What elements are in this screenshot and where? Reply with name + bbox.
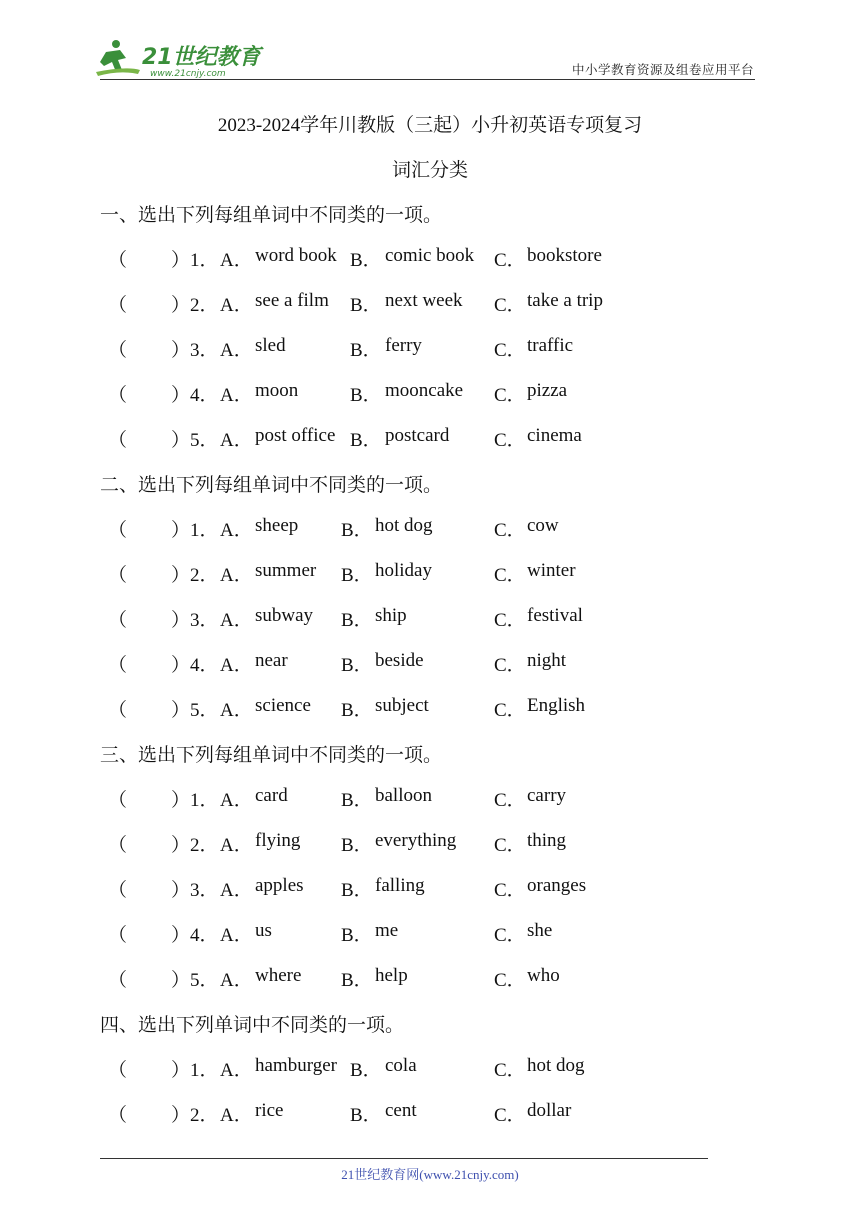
question-row bbox=[0, 425, 860, 451]
option-c-text: who bbox=[527, 965, 560, 986]
question-row bbox=[0, 605, 860, 631]
option-b-text: next week bbox=[385, 290, 463, 311]
answer-blank[interactable]: （ bbox=[108, 880, 128, 901]
question-row bbox=[0, 335, 860, 361]
question-row bbox=[0, 650, 860, 676]
option-c-text: English bbox=[527, 695, 586, 716]
answer-blank[interactable]: （ bbox=[108, 835, 128, 856]
option-b-label: B． bbox=[341, 790, 373, 811]
question-row bbox=[0, 515, 860, 541]
option-b-text: beside bbox=[375, 650, 424, 671]
question-row bbox=[0, 1100, 860, 1126]
option-b-label: B． bbox=[341, 520, 373, 541]
question-row bbox=[0, 875, 860, 901]
option-b-text: subject bbox=[375, 695, 429, 716]
option-c-label: C． bbox=[494, 880, 526, 901]
option-a-label: A． bbox=[220, 925, 253, 946]
option-a-label: A． bbox=[220, 565, 253, 586]
answer-blank[interactable]: （ bbox=[108, 295, 128, 316]
option-c-label: C． bbox=[494, 565, 526, 586]
option-a-label: A． bbox=[220, 250, 253, 271]
option-b-text: everything bbox=[375, 830, 457, 851]
question-number: ）2． bbox=[171, 835, 219, 856]
question-number: ）2． bbox=[171, 565, 219, 586]
option-b-text: holiday bbox=[375, 560, 432, 581]
section-heading: 一、选出下列每组单词中不同类的一项。 bbox=[100, 205, 443, 226]
option-b-label: B． bbox=[350, 1105, 382, 1126]
question-row bbox=[0, 695, 860, 721]
answer-blank[interactable]: （ bbox=[108, 655, 128, 676]
question-number: ）3． bbox=[171, 340, 219, 361]
site-logo bbox=[96, 36, 266, 80]
option-b-label: B． bbox=[350, 1060, 382, 1081]
question-number: ）1． bbox=[171, 1060, 219, 1081]
option-c-text: bookstore bbox=[527, 245, 602, 266]
option-c-text: dollar bbox=[527, 1100, 572, 1121]
option-a-text: word book bbox=[255, 245, 337, 266]
question-row bbox=[0, 965, 860, 991]
option-a-text: rice bbox=[255, 1100, 284, 1121]
option-a-label: A． bbox=[220, 385, 253, 406]
option-a-text: see a film bbox=[255, 290, 329, 311]
answer-blank[interactable]: （ bbox=[108, 250, 128, 271]
question-row bbox=[0, 245, 860, 271]
option-a-text: card bbox=[255, 785, 288, 806]
question-number: ）4． bbox=[171, 925, 219, 946]
footer-source: 21世纪教育网(www.21cnjy.com) bbox=[341, 1167, 519, 1182]
question-row bbox=[0, 785, 860, 811]
option-c-text: cow bbox=[527, 515, 559, 536]
option-b-text: ship bbox=[375, 605, 407, 626]
answer-blank[interactable]: （ bbox=[108, 610, 128, 631]
option-c-label: C． bbox=[494, 700, 526, 721]
option-b-label: B． bbox=[341, 835, 373, 856]
option-a-label: A． bbox=[220, 295, 253, 316]
option-b-text: hot dog bbox=[375, 515, 433, 536]
option-c-text: cinema bbox=[527, 425, 582, 446]
answer-blank[interactable]: （ bbox=[108, 790, 128, 811]
option-a-text: sheep bbox=[255, 515, 299, 536]
option-b-text: cent bbox=[385, 1100, 417, 1121]
option-a-text: science bbox=[255, 695, 311, 716]
option-a-label: A． bbox=[220, 610, 253, 631]
option-c-text: traffic bbox=[527, 335, 574, 356]
option-c-text: hot dog bbox=[527, 1055, 585, 1076]
option-a-label: A． bbox=[220, 1105, 253, 1126]
option-b-label: B． bbox=[341, 700, 373, 721]
option-c-label: C． bbox=[494, 610, 526, 631]
question-row bbox=[0, 1055, 860, 1081]
option-c-label: C． bbox=[494, 430, 526, 451]
option-a-text: hamburger bbox=[255, 1055, 337, 1076]
option-b-text: me bbox=[375, 920, 399, 941]
option-a-label: A． bbox=[220, 655, 253, 676]
option-c-label: C． bbox=[494, 790, 526, 811]
option-c-text: take a trip bbox=[527, 290, 603, 311]
option-b-label: B． bbox=[341, 970, 373, 991]
option-a-text: moon bbox=[255, 380, 299, 401]
option-c-text: oranges bbox=[527, 875, 587, 896]
option-a-text: summer bbox=[255, 560, 317, 581]
option-c-label: C． bbox=[494, 385, 526, 406]
question-number: ）1． bbox=[171, 250, 219, 271]
option-c-label: C． bbox=[494, 295, 526, 316]
option-c-text: pizza bbox=[527, 380, 568, 401]
option-a-text: sled bbox=[255, 335, 286, 356]
option-a-label: A． bbox=[220, 790, 253, 811]
option-b-label: B． bbox=[341, 880, 373, 901]
option-b-text: comic book bbox=[385, 245, 475, 266]
option-a-label: A． bbox=[220, 520, 253, 541]
question-row bbox=[0, 920, 860, 946]
question-number: ）2． bbox=[171, 295, 219, 316]
footer-divider bbox=[100, 1158, 708, 1159]
option-c-label: C． bbox=[494, 1105, 526, 1126]
option-a-label: A． bbox=[220, 835, 253, 856]
header-tagline: 中小学教育资源及组卷应用平台 bbox=[571, 63, 754, 77]
question-number: ）3． bbox=[171, 880, 219, 901]
answer-blank[interactable]: （ bbox=[108, 1105, 128, 1126]
option-b-label: B． bbox=[350, 430, 382, 451]
question-row bbox=[0, 560, 860, 586]
option-b-text: mooncake bbox=[385, 380, 464, 401]
logo-url: www.21cnjy.com bbox=[150, 69, 226, 79]
document-subtitle: 词汇分类 bbox=[391, 160, 468, 181]
option-a-label: A． bbox=[220, 970, 253, 991]
answer-blank[interactable]: （ bbox=[108, 340, 128, 361]
question-number: ）3． bbox=[171, 610, 219, 631]
question-number: ）1． bbox=[171, 790, 219, 811]
answer-blank[interactable]: （ bbox=[108, 1060, 128, 1081]
answer-blank[interactable]: （ bbox=[108, 520, 128, 541]
option-c-label: C． bbox=[494, 970, 526, 991]
option-b-text: cola bbox=[385, 1055, 417, 1076]
option-b-text: falling bbox=[375, 875, 425, 896]
option-c-label: C． bbox=[494, 835, 526, 856]
option-a-text: flying bbox=[255, 830, 301, 851]
option-b-label: B． bbox=[341, 610, 373, 631]
option-c-text: carry bbox=[527, 785, 567, 806]
option-a-text: near bbox=[255, 650, 288, 671]
answer-blank[interactable]: （ bbox=[108, 565, 128, 586]
option-a-text: us bbox=[255, 920, 272, 941]
option-c-label: C． bbox=[494, 520, 526, 541]
answer-blank[interactable]: （ bbox=[108, 970, 128, 991]
option-c-label: C． bbox=[494, 1060, 526, 1081]
option-a-text: subway bbox=[255, 605, 314, 626]
option-c-text: festival bbox=[527, 605, 583, 626]
option-b-text: ferry bbox=[385, 335, 422, 356]
option-a-text: apples bbox=[255, 875, 304, 896]
question-number: ）5． bbox=[171, 700, 219, 721]
answer-blank[interactable]: （ bbox=[108, 925, 128, 946]
option-b-label: B． bbox=[350, 340, 382, 361]
question-row bbox=[0, 830, 860, 856]
header-divider bbox=[100, 79, 755, 80]
option-a-label: A． bbox=[220, 880, 253, 901]
option-b-text: postcard bbox=[385, 425, 450, 446]
option-c-text: thing bbox=[527, 830, 567, 851]
option-c-text: night bbox=[527, 650, 567, 671]
option-b-label: B． bbox=[341, 925, 373, 946]
question-number: ）5． bbox=[171, 430, 219, 451]
answer-blank[interactable]: （ bbox=[108, 700, 128, 721]
option-c-text: winter bbox=[527, 560, 576, 581]
question-number: ）4． bbox=[171, 385, 219, 406]
runner-logo-icon bbox=[96, 36, 266, 80]
option-c-text: she bbox=[527, 920, 553, 941]
question-row bbox=[0, 380, 860, 406]
question-number: ）5． bbox=[171, 970, 219, 991]
option-c-label: C． bbox=[494, 250, 526, 271]
option-b-label: B． bbox=[350, 385, 382, 406]
option-b-text: help bbox=[375, 965, 408, 986]
option-b-label: B． bbox=[350, 295, 382, 316]
section-heading: 四、选出下列单词中不同类的一项。 bbox=[100, 1015, 405, 1036]
option-b-label: B． bbox=[341, 655, 373, 676]
document-title: 2023-2024学年川教版（三起）小升初英语专项复习 bbox=[217, 115, 643, 136]
option-b-text: balloon bbox=[375, 785, 432, 806]
option-a-label: A． bbox=[220, 430, 253, 451]
option-a-label: A． bbox=[220, 700, 253, 721]
section-heading: 三、选出下列每组单词中不同类的一项。 bbox=[100, 745, 443, 766]
logo-wordmark: 21世纪教育 bbox=[142, 45, 261, 70]
option-a-text: where bbox=[255, 965, 302, 986]
answer-blank[interactable]: （ bbox=[108, 430, 128, 451]
question-number: ）1． bbox=[171, 520, 219, 541]
question-number: ）4． bbox=[171, 655, 219, 676]
option-a-label: A． bbox=[220, 1060, 253, 1081]
question-row bbox=[0, 290, 860, 316]
option-c-label: C． bbox=[494, 340, 526, 361]
option-b-label: B． bbox=[341, 565, 373, 586]
option-c-label: C． bbox=[494, 655, 526, 676]
option-b-label: B． bbox=[350, 250, 382, 271]
option-c-label: C． bbox=[494, 925, 526, 946]
option-a-label: A． bbox=[220, 340, 253, 361]
option-a-text: post office bbox=[255, 425, 336, 446]
question-number: ）2． bbox=[171, 1105, 219, 1126]
section-heading: 二、选出下列每组单词中不同类的一项。 bbox=[100, 475, 443, 496]
answer-blank[interactable]: （ bbox=[108, 385, 128, 406]
